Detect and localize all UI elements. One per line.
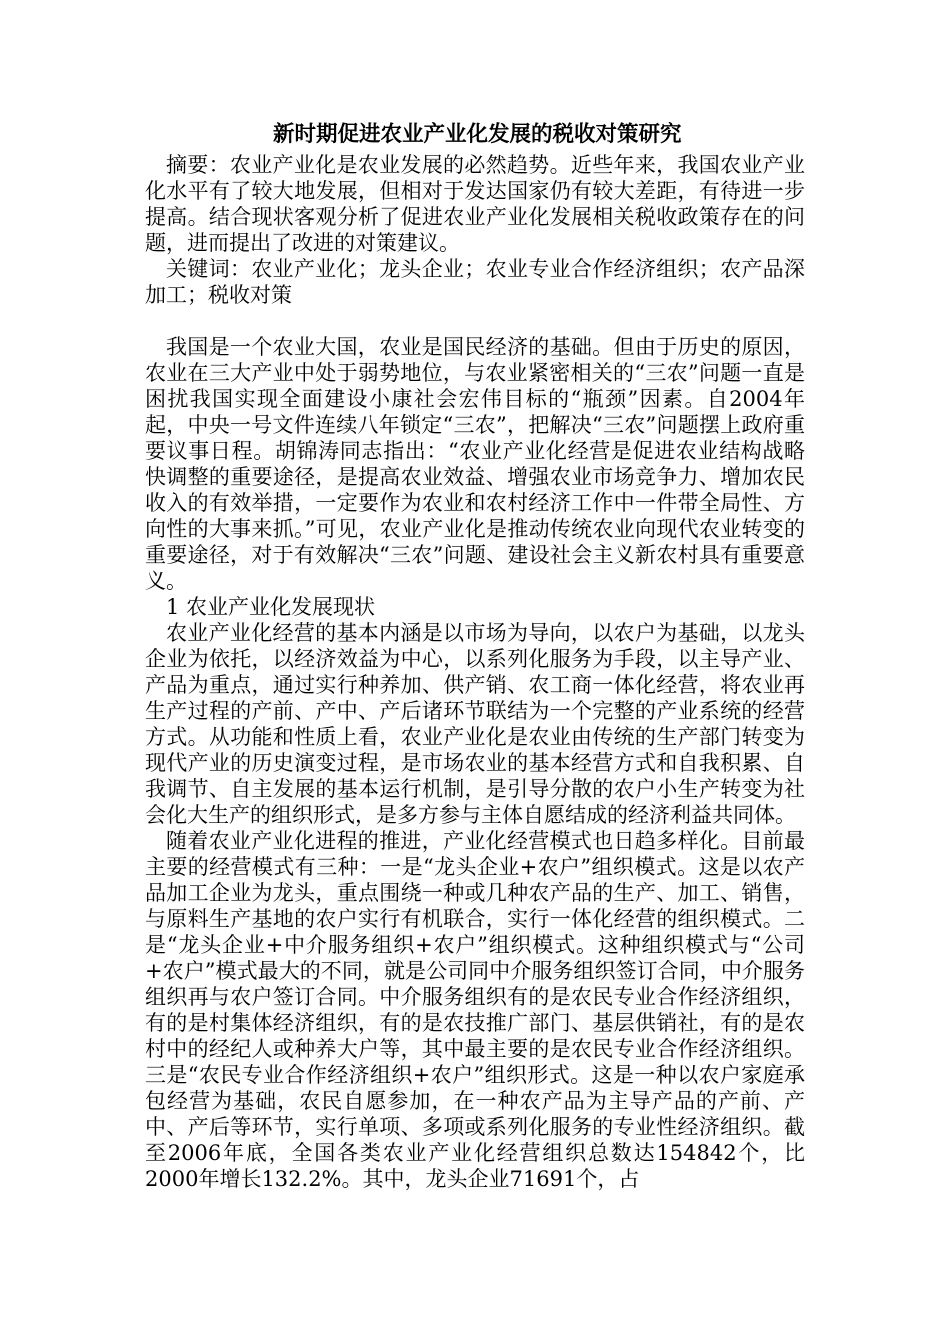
document-body [145,118,805,1192]
body-paragraph: 农业产业化经营的基本内涵是以市场为导向，以农户为基础，以龙头企业为依托，以经济效益为中心，以系列化服务为手段，以主导产业、产品为重点，通过实行种养加、供产销、农工商一体化经营，将农业再生产过程的产前、产中、产后诸环节联结为一个完整的产业系统的经营方式。从功能和性质上看，农业产业化是农业由传统的生产部门转变为现代产业的历史演变过程，是市场农业的基本经营方式和自我积累、自我调节、自主发展的基本运行机制，是引导分散的农户小生产转变为社会化大生产的组织形式，是多方参与主体自愿结成的经济利益共同体。 [145,621,805,827]
blank-line [145,308,805,334]
intro-paragraph: 我国是一个农业大国，农业是国民经济的基础。但由于历史的原因，农业在三大产业中处于弱势地位，与农业紧密相关的“三农”问题一直是困扰我国实现全面建设小康社会宏伟目标的“瓶颈”因素。自2004年起，中央一号文件连续八年锁定“三农”，把解决“三农”问题摆上政府重要议事日程。胡锦涛同志指出：“农业产业化经营是促进农业结构战略快调整的重要途径，是提高农业效益、增强农业市场竞争力、增加农民收入的有效举措，一定要作为农业和农村经济工作中一件带全局性、方向性的大事来抓。”可见，农业产业化是推动传统农业向现代农业转变的重要途径，对于有效解决“三农”问题、建设社会主义新农村具有重要意义。 [145,335,805,593]
document-title: 新时期促进农业产业化发展的税收对策研究 [273,122,682,147]
body-paragraph: 随着农业产业化进程的推进，产业化经营模式也日趋多样化。目前最主要的经营模式有三种：一是“龙头企业+农户”组织模式。这是以农产品加工企业为龙头，重点围绕一种或几种农产品的生产、加工、销售，与原料生产基地的农户实行有机联合，实行一体化经营的组织模式。二是“龙头企业+中介服务组织+农户”组织模式。这种组织模式与“公司+农户”模式最大的不同，就是公司同中介服务组织签订合同，中介服务组织再与农户签订合同。中介服务组织有的是农民专业合作经济组织，有的是村集体经济组织，有的是农技推广部门、基层供销社，有的是农村中的经纪人或种养大户等，其中最主要的是农民专业合作经济组织。三是“农民专业合作经济组织+农户”组织形式。这是一种以农户家庭承包经营为基础，农民自愿参加，在一种农产品为主导产品的产前、产中、产后等环节，实行单项、多项或系列化服务的专业性经济组织。截至2006年底，全国各类农业产业化经营组织总数达154842个，比2000年增长132.2%。其中，龙头企业71691个，占 [145,829,805,1191]
abstract-paragraph: 摘要：农业产业化是农业发展的必然趋势。近些年来，我国农业产业化水平有了较大地发展，但相对于发达国家仍有较大差距，有待进一步提高。结合现状客观分析了促进农业产业化发展相关税收政策存在的问题，进而提出了改进的对策建议。 [145,153,805,255]
keywords-paragraph: 关键词：农业产业化；龙头企业；农业专业合作经济组织；农产品深加工；税收对策 [145,257,805,307]
section-heading: 1 农业产业化发展现状 [166,595,376,619]
